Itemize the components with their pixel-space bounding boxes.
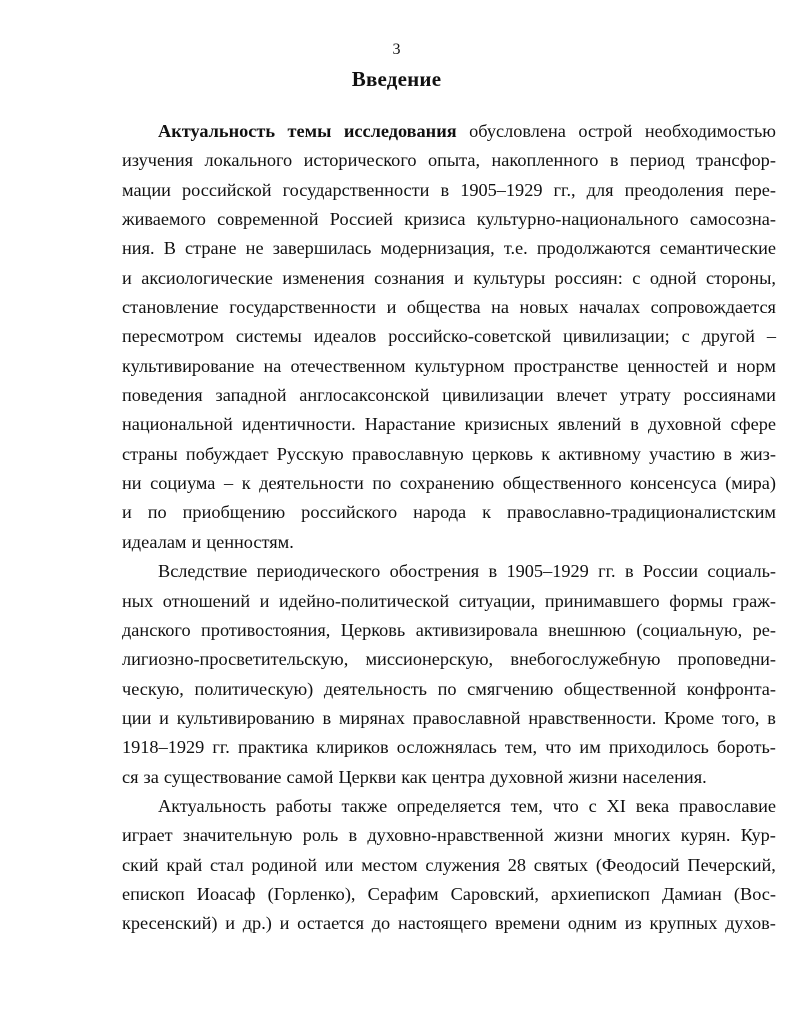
word: в — [348, 825, 358, 846]
word: духовной — [647, 414, 722, 435]
body-text — [122, 117, 776, 939]
word: необходимостью — [644, 121, 776, 141]
word: страны — [122, 443, 178, 464]
word: накопленного — [491, 150, 599, 171]
word: российского — [301, 502, 398, 523]
word: и — [159, 707, 169, 728]
word: по — [372, 473, 392, 494]
word: миссионерскую, — [365, 649, 494, 670]
word: работы — [275, 795, 332, 816]
text-line — [122, 645, 776, 674]
word: ся — [122, 766, 139, 787]
word: государственности — [229, 297, 377, 318]
word: современной — [217, 209, 319, 230]
text-line — [122, 733, 776, 762]
word: приходилось — [608, 737, 709, 758]
word: духовно-нравственной — [367, 825, 544, 846]
word: настоящего — [397, 913, 488, 934]
text-line — [122, 322, 776, 351]
word: (Горленко), — [267, 883, 356, 904]
word: преодоления — [624, 179, 724, 200]
word: т.е. — [503, 238, 528, 259]
word: деятельности — [259, 473, 364, 494]
bold-lead-word: исследования — [343, 121, 457, 141]
word: ситуации, — [458, 590, 536, 611]
word: с — [681, 326, 690, 347]
word: другой — [701, 326, 755, 347]
word: для — [586, 179, 614, 200]
text-line — [122, 587, 776, 616]
word: к — [241, 473, 251, 494]
text-line — [122, 498, 776, 527]
word: национальной — [122, 414, 233, 435]
word: населения. — [622, 766, 707, 787]
word: др.) — [242, 913, 272, 934]
word: – — [223, 473, 234, 494]
word: в — [624, 561, 634, 582]
word: Церковь — [340, 619, 406, 640]
text-line — [122, 410, 776, 439]
word: в — [488, 561, 498, 582]
word: играет — [122, 825, 173, 846]
word: Церкви — [338, 766, 397, 787]
word: семантические — [659, 238, 776, 259]
word: также — [341, 795, 388, 816]
word: что — [545, 737, 572, 758]
word: В — [163, 238, 176, 259]
text-line — [122, 763, 776, 792]
word: приобщению — [182, 502, 286, 523]
word: как — [401, 766, 427, 787]
bold-lead-word: Актуальность — [158, 121, 276, 141]
word: 1918–1929 — [122, 737, 205, 758]
word: цивилизации — [442, 385, 544, 406]
word: из — [624, 913, 642, 934]
word: не — [245, 238, 264, 259]
word: российской — [181, 179, 272, 200]
word: ни — [122, 473, 142, 494]
word: Россией — [329, 209, 393, 230]
word: влечет — [556, 385, 607, 406]
word: служения — [425, 854, 500, 875]
word: практика — [237, 737, 309, 758]
section-title: Введение — [351, 67, 442, 91]
word: сознания — [374, 267, 445, 288]
word: сфере — [730, 414, 776, 435]
word: до — [371, 913, 391, 934]
word: православие — [678, 795, 776, 816]
word: живаемого — [122, 209, 206, 230]
word: обострения — [389, 561, 480, 582]
word: одним — [567, 913, 617, 934]
word: исторического — [303, 150, 417, 171]
text-line — [122, 909, 776, 938]
word: 1905–1929 — [460, 179, 543, 200]
word: и — [122, 267, 132, 288]
word: общества — [406, 297, 481, 318]
word: мирянах — [338, 707, 405, 728]
word: продолжаются — [536, 238, 651, 259]
text-line — [122, 557, 776, 586]
word: утрату — [619, 385, 671, 406]
text-line — [122, 880, 776, 909]
word: того, — [721, 707, 760, 728]
word: Кроме — [664, 707, 714, 728]
text-line — [122, 469, 776, 498]
word: (Феодосий — [595, 854, 680, 875]
word: существование — [163, 766, 282, 787]
word: или — [324, 854, 354, 875]
word: ский — [122, 854, 159, 875]
word: на — [491, 297, 510, 318]
text-line — [122, 234, 776, 263]
word: и — [122, 502, 132, 523]
word: деятельность — [323, 678, 428, 699]
word: системы — [235, 326, 302, 347]
word: духов- — [725, 913, 776, 934]
word: и — [717, 355, 728, 376]
word: (социальную, — [636, 619, 743, 640]
word: началах — [579, 297, 641, 318]
word: явлений — [557, 414, 622, 435]
word: жизни — [568, 766, 618, 787]
word: и — [191, 531, 202, 552]
word: местом — [361, 854, 418, 875]
word: данского — [122, 619, 191, 640]
word: ре- — [752, 619, 776, 640]
word: в — [723, 443, 733, 464]
word: внешнюю — [548, 619, 626, 640]
word: церковь — [471, 443, 534, 464]
word: аксиологические — [141, 267, 273, 288]
word: (мира) — [725, 473, 776, 494]
word: социума — [150, 473, 216, 494]
word: отношений — [162, 590, 251, 611]
word: времени — [495, 913, 561, 934]
word: – — [766, 326, 776, 347]
word: периодического — [256, 561, 381, 582]
text-line — [122, 117, 776, 146]
page-number: 3 — [392, 41, 401, 58]
word: цивилизации; — [563, 326, 670, 347]
word: конфронта- — [686, 678, 776, 699]
text-line — [122, 851, 776, 880]
word: тем, — [504, 737, 538, 758]
word: епископ — [122, 883, 185, 904]
word: россиянами — [683, 385, 776, 406]
word: и — [279, 913, 290, 934]
text-line — [122, 176, 776, 205]
word: гг., — [553, 179, 576, 200]
text-line — [122, 440, 776, 469]
word: проповедни- — [677, 649, 776, 670]
word: сопровождается — [650, 297, 776, 318]
word: норм — [736, 355, 776, 376]
word: принимавшего — [544, 590, 660, 611]
word: на — [263, 355, 282, 376]
word: в — [440, 179, 450, 200]
word: с — [632, 267, 641, 288]
word: гг. — [598, 561, 616, 582]
word: по — [437, 678, 457, 699]
word: период — [629, 150, 685, 171]
word: граж- — [732, 590, 776, 611]
word: новых — [519, 297, 569, 318]
word: и — [453, 267, 464, 288]
word: остается — [297, 913, 365, 934]
text-line — [122, 381, 776, 410]
word: ции — [122, 707, 152, 728]
text-line — [122, 821, 776, 850]
word: стороны, — [706, 267, 776, 288]
word: курян. — [680, 825, 731, 846]
word: побуждает — [185, 443, 269, 464]
word: Иоасаф — [196, 883, 256, 904]
word: Вследствие — [158, 561, 248, 582]
word: одной — [649, 267, 697, 288]
word: активному — [558, 443, 641, 464]
word: пересмотром — [122, 326, 224, 347]
word: острой — [578, 121, 633, 141]
word: Печерский, — [687, 854, 776, 875]
word: консенсуса — [630, 473, 717, 494]
word: России — [642, 561, 699, 582]
word: смягчению — [467, 678, 554, 699]
word: нравственности. — [528, 707, 657, 728]
word: гг. — [212, 737, 230, 758]
word: святых — [533, 854, 589, 875]
word: идейно-политической — [279, 590, 450, 611]
text-line — [122, 205, 776, 234]
word: ческую, — [122, 678, 184, 699]
text-line — [122, 792, 776, 821]
word: роль — [302, 825, 339, 846]
word: ных — [122, 590, 154, 611]
word: ния. — [122, 238, 155, 259]
word: политическую) — [194, 678, 314, 699]
word: жиз- — [740, 443, 776, 464]
word: (Вос- — [733, 883, 776, 904]
text-line — [122, 293, 776, 322]
word: общественной — [563, 678, 677, 699]
word: изменения — [282, 267, 365, 288]
word: народа — [413, 502, 467, 523]
word: идентичности. — [241, 414, 356, 435]
word: социаль- — [707, 561, 776, 582]
word: по — [147, 502, 167, 523]
word: православную — [351, 443, 464, 464]
word: россиян: — [554, 267, 623, 288]
bold-lead-word: темы — [287, 121, 332, 141]
word: жизни — [554, 825, 604, 846]
word: стал — [209, 854, 244, 875]
text-line — [122, 528, 776, 557]
word: самосозна- — [689, 209, 776, 230]
word: культивированию — [176, 707, 315, 728]
word: культуры — [473, 267, 546, 288]
word: противостояния, — [201, 619, 331, 640]
word: опыта, — [427, 150, 481, 171]
word: что — [552, 795, 579, 816]
word: центра — [431, 766, 485, 787]
word: к — [541, 443, 551, 464]
word: в — [609, 150, 619, 171]
word: клириков — [316, 737, 389, 758]
word: стране — [185, 238, 237, 259]
word: завершилась — [272, 238, 372, 259]
word: православной — [412, 707, 521, 728]
word: общественного — [502, 473, 622, 494]
word: отечественном — [290, 355, 406, 376]
text-line — [122, 616, 776, 645]
word: сохранению — [399, 473, 495, 494]
word: с — [588, 795, 597, 816]
word: ценностям. — [206, 531, 294, 552]
word: край — [166, 854, 203, 875]
word: Актуальность — [158, 795, 267, 816]
text-line — [122, 675, 776, 704]
word: им — [579, 737, 601, 758]
word: Серафим — [367, 883, 439, 904]
word: значительную — [182, 825, 293, 846]
word: Нарастание — [364, 414, 456, 435]
word: православно-традиционалистским — [506, 502, 776, 523]
word: культивирование — [122, 355, 255, 376]
word: государственности — [282, 179, 430, 200]
word: изучения — [122, 150, 194, 171]
word: Кур- — [740, 825, 776, 846]
word: обусловлена — [469, 121, 566, 141]
word: бороть- — [717, 737, 776, 758]
text-line — [122, 352, 776, 381]
word: архиепископ — [551, 883, 650, 904]
word: к — [482, 502, 491, 523]
word: идеалов — [313, 326, 377, 347]
word: века — [635, 795, 670, 816]
word: и — [386, 297, 397, 318]
word: и — [225, 913, 236, 934]
word: ценностей — [627, 355, 709, 376]
word: Русскую — [276, 443, 344, 464]
word: модернизация, — [380, 238, 495, 259]
word: родиной — [251, 854, 318, 875]
word: культурно-национального — [476, 209, 679, 230]
word: англосаксонской — [299, 385, 430, 406]
word: XI — [606, 795, 626, 816]
word: Саровский, — [450, 883, 539, 904]
word: внебогослужебную — [510, 649, 661, 670]
word: самой — [286, 766, 334, 787]
word: кресенский) — [122, 913, 218, 934]
word: кризиса — [404, 209, 466, 230]
word: локального — [204, 150, 293, 171]
word: западной — [215, 385, 287, 406]
word: в — [322, 707, 332, 728]
word: пере- — [734, 179, 776, 200]
word: мации — [122, 179, 171, 200]
word: российско-советской — [388, 326, 552, 347]
word: 28 — [507, 854, 526, 875]
word: и — [259, 590, 270, 611]
text-line — [122, 704, 776, 733]
word: активизировала — [415, 619, 538, 640]
word: формы — [669, 590, 723, 611]
word: тем, — [510, 795, 543, 816]
word: культурном — [414, 355, 505, 376]
word: Дамиан — [661, 883, 722, 904]
word: кризисных — [464, 414, 549, 435]
word: поведения — [122, 385, 203, 406]
word: 1905–1929 — [506, 561, 589, 582]
word: крупных — [649, 913, 718, 934]
word: становление — [122, 297, 219, 318]
word: пространстве — [513, 355, 619, 376]
word: трансфор- — [696, 150, 776, 171]
word: определяется — [397, 795, 501, 816]
word: в — [767, 707, 776, 728]
word: участию — [649, 443, 716, 464]
word: духовной — [489, 766, 564, 787]
word: осложнялась — [396, 737, 497, 758]
text-line — [122, 146, 776, 175]
word: в — [630, 414, 639, 435]
text-line — [122, 264, 776, 293]
word: лигиозно-просветительскую, — [122, 649, 349, 670]
word: идеалам — [122, 531, 187, 552]
word: за — [143, 766, 159, 787]
word: многих — [613, 825, 671, 846]
